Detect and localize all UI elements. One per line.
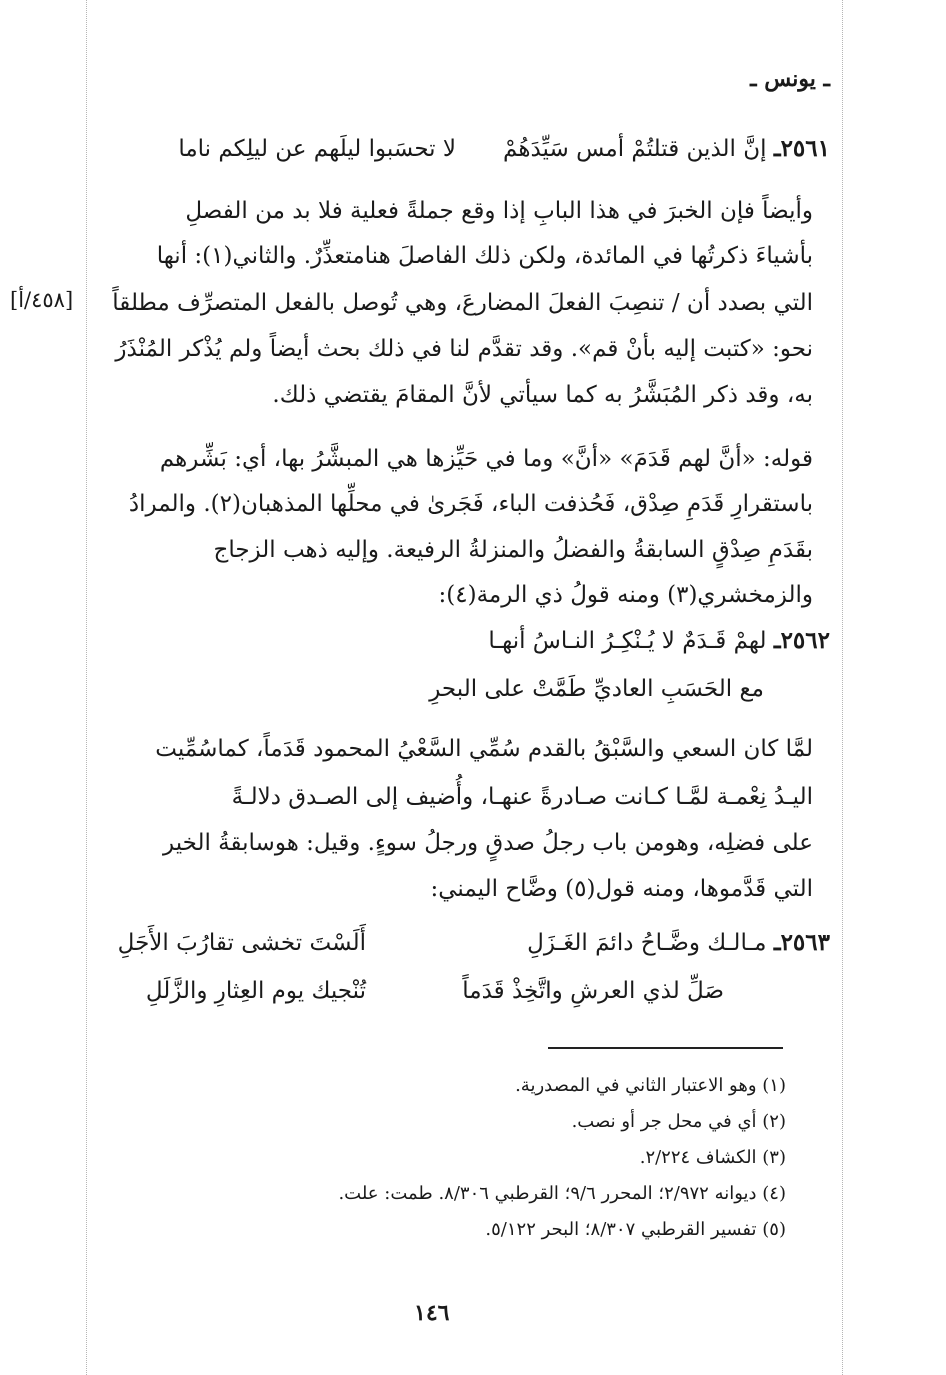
paragraph-2-line: بقَدَمِ صِدْقٍ السابقةُ والفضلُ والمنزلةُ الرفيعة. وإليه ذهب الزجاج (213, 537, 813, 563)
verse-number: ٢٥٦١ـ (773, 135, 830, 162)
verse-2561-second-hemistich: لا تحسَبوا ليلَهم عن ليلِكم ناما (178, 136, 456, 162)
scan-guide-line (842, 0, 843, 1375)
paragraph-1-line: بأشياءَ ذكرتُها في المائدة، ولكن ذلك الفاصلَ هنامتعذِّرٌ. والثاني(١): أنها (156, 243, 813, 269)
paragraph-3-line: التي قَدَّموها، ومنه قول(٥) وضَّاح اليمني: (430, 876, 813, 902)
running-header: ـ يونس ـ (750, 66, 830, 92)
verse-number: ٢٥٦٢ـ (773, 627, 830, 654)
paragraph-1-line: به، وقد ذكر المُبَشَّرُ به كما سيأتي لأنَّ المقامَ يقتضي ذلك. (272, 382, 813, 408)
footnote-separator (548, 1047, 783, 1049)
verse-2563-line1-second-hemistich: أَلَسْتَ تخشى تقارُبَ الأَجَلِ (117, 930, 366, 956)
paragraph-1-line: نحو: «كتبت إليه بأنْ قم». وقد تقدَّم لنا في ذلك بحث أيضاً ولم يُذْكر المُنْذَرُ (115, 336, 813, 362)
verse-2563-line2-second-hemistich: تُنْجيك يوم العِثارِ والزَّلَلِ (145, 978, 366, 1004)
footnote: (٤) ديوانه ٢/٩٧٢؛ المحرر ٩/٦؛ القرطبي ٨/٣٠٦. طمت: علت. (338, 1183, 786, 1204)
verse-2562-second-hemistich: مع الحَسَبِ العاديِّ طَمَّتْ على البحرِ (429, 676, 764, 702)
footnote: (٥) تفسير القرطبي ٨/٣٠٧؛ البحر ٥/١٢٢. (485, 1219, 786, 1240)
paragraph-2-line: والزمخشري(٣) ومنه قولُ ذي الرمة(٤): (438, 582, 813, 608)
paragraph-3-line: لمَّا كان السعي والسَّبْقُ بالقدم سُمِّي السَّعْيُ المحمود قَدَماً، كماسُمِّيت (155, 736, 813, 762)
paragraph-1-line: التي بصدد أن / تنصِبَ الفعلَ المضارعَ، وهي تُوصل بالفعل المتصرِّف مطلقاً (112, 290, 813, 316)
footnote: (٢) أي في محل جر أو نصب. (571, 1111, 786, 1132)
footnote: (١) وهو الاعتبار الثاني في المصدرية. (515, 1075, 786, 1096)
verse-2562-first-hemistich: ٢٥٦٢ـ لهمْ قَـدَمٌ لا يُـنْكِـرُ النـاسُ أنهـا (488, 627, 830, 654)
paragraph-3-line: اليـدُ نِعْمـة لمَّـا كـانت صـادرةً عنهـا، وأُضيف إلى الصـدق دلالـةً (231, 784, 813, 810)
footnote: (٣) الكشاف ٢/٢٢٤. (639, 1147, 786, 1168)
verse-2563-line2-first-hemistich: صَلِّ لذي العرشِ واتَّخِذْ قَدَماً (462, 978, 724, 1004)
page-number: ١٤٦ (414, 1300, 450, 1326)
manuscript-folio-ref: [٤٥٨/أ] (10, 288, 74, 312)
verse-2563-line1-first-hemistich: ٢٥٦٣ـ مـالـك وضَّـاحُ دائمَ الغَـزَلِ (527, 929, 830, 956)
verse-2561-first-hemistich: ٢٥٦١ـ إنَّ الذين قتلتُمْ أمس سَيِّدَهُمْ (503, 135, 830, 162)
paragraph-2-line: قوله: «أنَّ لهم قَدَمَ» «أنَّ» وما في حَيِّزها هي المبشَّرُ بها، أي: بَشِّرهم (159, 446, 813, 472)
paragraph-3-line: على فضلِه، وهومن باب رجلُ صدقٍ ورجلُ سوءٍ. وقيل: هوسابقةُ الخير (163, 830, 813, 856)
verse-number: ٢٥٦٣ـ (773, 929, 830, 956)
scan-guide-line (86, 0, 87, 1375)
paragraph-2-line: باستقرارِ قَدَمِ صِدْق، فَحُذفت الباء، فَجَرىٰ في محلِّها المذهبان(٢). والمرادُ (128, 491, 813, 517)
paragraph-1-line: وأيضاً فإن الخبرَ في هذا البابِ إذا وقع جملةً فعلية فلا بد من الفصلِ (185, 198, 813, 224)
